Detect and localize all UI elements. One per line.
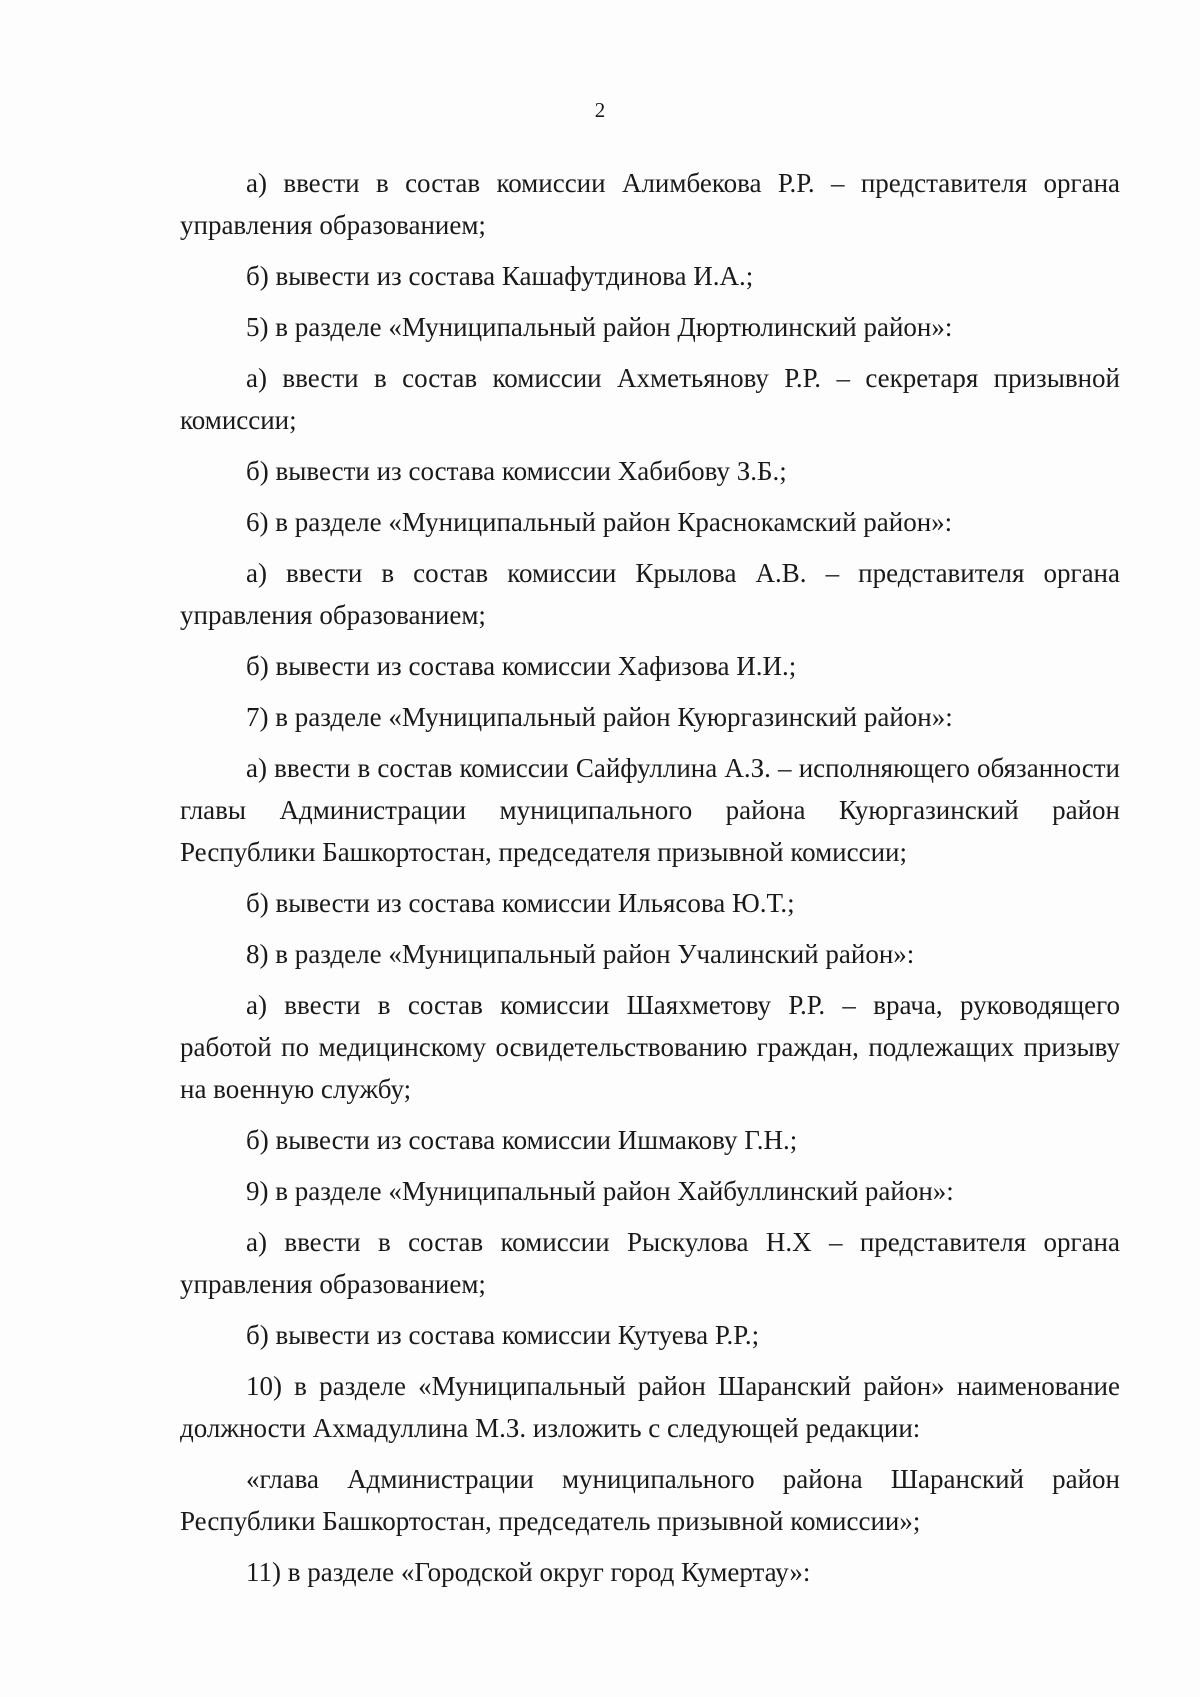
paragraph: а) ввести в состав комиссии Шаяхметову Р.Р. – врача, руководящего работой по медицинскому освидетельствованию граждан, подлежащих призыву на военную службу;	[180, 990, 1120, 1104]
paragraph: а) ввести в состав комиссии Алимбекова Р.Р. – представителя органа управления образованием;	[180, 168, 1120, 240]
document-body	[180, 162, 1120, 1602]
paragraph: а) ввести в состав комиссии Ахметьянову Р.Р. – секретаря призывной комиссии;	[180, 363, 1120, 435]
paragraph: а) ввести в состав комиссии Сайфуллина А.З. – исполняющего обязанности главы Администрации муниципального района Куюргазинский район Республики Башкортостан, председателя призывной комиссии;	[180, 753, 1120, 867]
paragraph: б) вывести из состава комиссии Ишмакову Г.Н.;	[246, 1125, 798, 1155]
section-heading: 8) в разделе «Муниципальный район Учалинский район»:	[246, 939, 915, 969]
paragraph: б) вывести из состава комиссии Хафизова И.И.;	[246, 651, 797, 681]
section-heading: 9) в разделе «Муниципальный район Хайбуллинский район»:	[246, 1176, 954, 1206]
paragraph: б) вывести из состава комиссии Ильясова Ю.Т.;	[246, 888, 795, 918]
section-heading: 6) в разделе «Муниципальный район Краснокамский район»:	[246, 507, 953, 537]
paragraph: б) вывести из состава комиссии Хабибову З.Б.;	[246, 456, 787, 486]
paragraph: б) вывести из состава комиссии Кутуева Р.Р.;	[246, 1320, 760, 1350]
section-heading: 7) в разделе «Муниципальный район Куюргазинский район»:	[246, 702, 953, 732]
paragraph: 10) в разделе «Муниципальный район Шаранский район» наименование должности Ахмадуллина М.З. изложить с следующей редакции:	[180, 1371, 1120, 1443]
quoted-paragraph: «глава Администрации муниципального района Шаранский район Республики Башкортостан, председатель призывной комиссии»;	[180, 1464, 1120, 1536]
paragraph: а) ввести в состав комиссии Крылова А.В. – представителя органа управления образованием;	[180, 558, 1120, 630]
page-number: 2	[594, 98, 606, 122]
paragraph: б) вывести из состава Кашафутдинова И.А.;	[246, 261, 754, 291]
paragraph: а) ввести в состав комиссии Рыскулова Н.Х – представителя органа управления образованием;	[180, 1227, 1120, 1299]
section-heading: 5) в разделе «Муниципальный район Дюртюлинский район»:	[246, 312, 953, 342]
section-heading: 11) в разделе «Городской округ город Кумертау»:	[246, 1557, 811, 1587]
